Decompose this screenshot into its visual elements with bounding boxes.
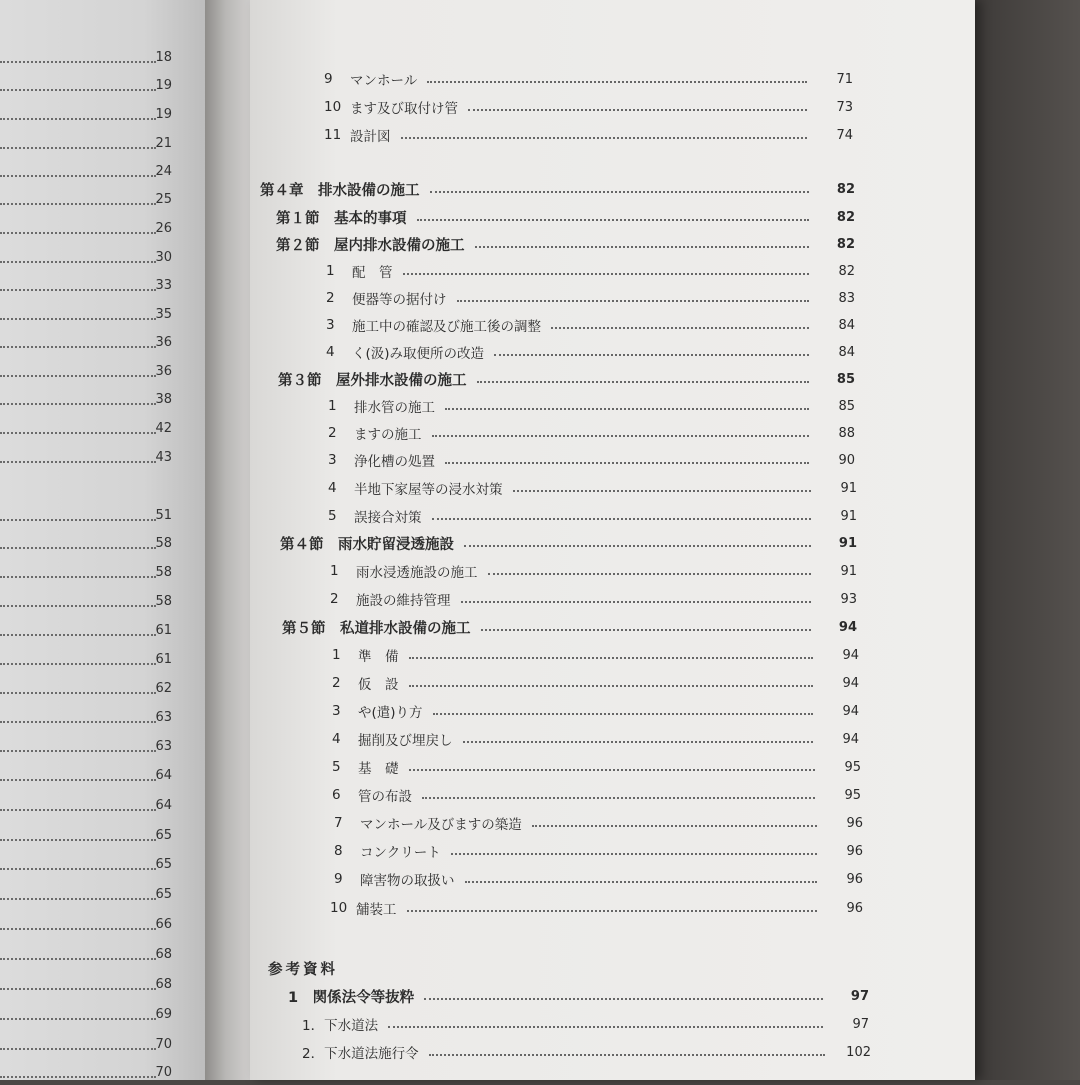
left-page-number: 64 <box>155 768 172 783</box>
left-page-number: 30 <box>155 250 172 265</box>
page-number: 102 <box>846 1044 871 1060</box>
chapter-heading <box>260 178 855 200</box>
item-title: 浄化槽の処置 <box>354 454 435 470</box>
leader-dots <box>432 518 812 520</box>
leader-dots <box>464 545 811 547</box>
item-number: 1 <box>332 647 341 663</box>
left-page-number: 38 <box>155 392 172 407</box>
leader-dots <box>432 435 810 437</box>
leader-dots <box>551 327 809 329</box>
left-page-number: 61 <box>155 652 172 667</box>
leader-dots <box>409 685 814 687</box>
item-title: 準 備 <box>358 649 399 665</box>
left-page-number: 26 <box>155 221 172 236</box>
left-toc-row <box>0 364 200 384</box>
section-heading <box>278 368 855 390</box>
left-toc-row <box>0 136 200 156</box>
left-toc-row <box>0 450 200 470</box>
page-number: 97 <box>850 988 869 1004</box>
left-toc-row <box>0 192 200 212</box>
page-number: 91 <box>838 535 857 551</box>
leader-dots <box>424 998 823 1000</box>
leader-dots <box>463 741 814 743</box>
toc-page <box>250 0 975 1080</box>
leader-dots <box>461 601 812 603</box>
leader-dots <box>494 354 809 356</box>
toc-item <box>332 728 859 750</box>
left-toc-row <box>0 221 200 241</box>
left-toc-row <box>0 739 200 759</box>
left-toc-row <box>0 710 200 730</box>
item-title: 施設の維持管理 <box>356 593 451 609</box>
item-number: 1 <box>330 563 339 579</box>
left-page-number: 58 <box>155 594 172 609</box>
leader-dots <box>401 137 808 139</box>
left-toc-row <box>0 977 200 997</box>
appendix-item-title: 1 関係法令等抜粋 <box>288 989 415 1006</box>
toc-item <box>330 560 857 582</box>
toc-item <box>324 124 853 146</box>
page-number: 90 <box>838 452 855 468</box>
appendix-item-title: 2．下水道法施行令 <box>302 1046 419 1062</box>
left-toc-row <box>0 652 200 672</box>
toc-item <box>328 449 855 471</box>
item-number: 4 <box>332 731 341 747</box>
leader-dots <box>388 1026 823 1028</box>
page-number: 73 <box>836 99 853 115</box>
item-number: 2 <box>332 675 341 691</box>
left-page-number: 19 <box>155 107 172 122</box>
toc-item <box>326 260 855 282</box>
left-toc-row <box>0 828 200 848</box>
section-heading <box>282 616 857 638</box>
leader-dots <box>445 462 809 464</box>
item-title: コンクリート <box>360 845 441 861</box>
page-number: 82 <box>836 209 855 225</box>
leader-dots <box>532 825 817 827</box>
item-number: 5 <box>332 759 341 775</box>
left-toc-row <box>0 78 200 98</box>
item-number: 1 <box>326 263 335 279</box>
left-toc-row <box>0 768 200 788</box>
item-number: 4 <box>328 480 337 496</box>
toc-item <box>332 784 861 806</box>
leader-dots <box>403 273 810 275</box>
item-title: マンホール <box>350 73 418 89</box>
left-toc-row <box>0 250 200 270</box>
left-toc-row <box>0 623 200 643</box>
item-number: 1 <box>328 398 337 414</box>
left-page-number: 65 <box>155 887 172 902</box>
appendix-heading <box>268 957 675 979</box>
desk-background <box>975 0 1080 1080</box>
item-title: や(遣)り方 <box>358 705 423 721</box>
left-toc-row <box>0 887 200 907</box>
left-page-number: 69 <box>155 1007 172 1022</box>
toc-item <box>328 422 855 444</box>
item-number: 3 <box>332 703 341 719</box>
page-number: 94 <box>842 647 859 663</box>
left-page-number: 33 <box>155 278 172 293</box>
toc-item <box>330 588 857 610</box>
toc-item <box>332 700 859 722</box>
leader-dots <box>407 910 818 912</box>
page-number: 82 <box>836 236 855 252</box>
left-page-number: 66 <box>155 917 172 932</box>
leader-dots <box>429 1054 825 1056</box>
item-number: 8 <box>334 843 343 859</box>
left-toc-row <box>0 1065 200 1085</box>
page-number: 88 <box>838 425 855 441</box>
left-page-number: 36 <box>155 335 172 350</box>
item-title: マンホール及びますの築造 <box>360 817 522 833</box>
leader-dots <box>417 219 810 221</box>
item-title: 設計図 <box>350 129 391 145</box>
item-title: 雨水浸透施設の施工 <box>356 565 478 581</box>
left-page-number: 65 <box>155 857 172 872</box>
leader-dots <box>477 381 810 383</box>
appendix-item-title: 1．下水道法 <box>302 1018 379 1034</box>
section-heading <box>280 532 857 554</box>
left-page-number: 62 <box>155 681 172 696</box>
item-number: 9 <box>324 71 333 87</box>
item-number: 3 <box>326 317 335 333</box>
toc-item <box>334 868 863 890</box>
item-title: ますの施工 <box>354 427 422 443</box>
page-number: 96 <box>846 900 863 916</box>
page-number: 74 <box>836 127 853 143</box>
item-number: 2 <box>326 290 335 306</box>
item-title: 配 管 <box>352 265 393 281</box>
item-number: 6 <box>332 787 341 803</box>
toc-item <box>330 897 863 919</box>
left-page-number: 63 <box>155 710 172 725</box>
left-toc-row <box>0 857 200 877</box>
leader-dots <box>427 81 807 83</box>
item-title: 排水管の施工 <box>354 400 435 416</box>
page-number: 71 <box>836 71 853 87</box>
item-title: く(汲)み取便所の改造 <box>352 346 485 362</box>
page-number: 84 <box>838 344 855 360</box>
section-title: 第２節 屋内排水設備の施工 <box>276 237 465 254</box>
left-page-number: 25 <box>155 192 172 207</box>
item-number: 10 <box>324 99 342 115</box>
toc-item <box>328 395 855 417</box>
left-toc-row <box>0 508 200 528</box>
toc-item <box>332 672 859 694</box>
item-number: 9 <box>334 871 343 887</box>
appendix-item <box>302 1013 869 1035</box>
item-title: 舗装工 <box>356 902 397 918</box>
item-title: 仮 設 <box>358 677 399 693</box>
appendix-item <box>302 1041 871 1063</box>
leader-dots <box>513 490 812 492</box>
toc-item <box>326 314 855 336</box>
leader-dots <box>481 629 812 631</box>
toc-item <box>334 812 863 834</box>
page-number: 93 <box>840 591 857 607</box>
left-toc-row <box>0 681 200 701</box>
page-number: 85 <box>838 398 855 414</box>
left-toc-row <box>0 798 200 818</box>
toc-item <box>324 68 853 90</box>
item-title: 半地下家屋等の浸水対策 <box>354 482 503 498</box>
toc-item <box>332 756 861 778</box>
left-page-number: 51 <box>155 508 172 523</box>
toc-item <box>332 644 859 666</box>
left-page <box>0 0 205 1080</box>
left-toc-row <box>0 278 200 298</box>
left-toc-row <box>0 947 200 967</box>
page-number: 91 <box>840 508 857 524</box>
section-title: 第４節 雨水貯留浸透施設 <box>280 536 454 553</box>
chapter-title: 第４章 排水設備の施工 <box>260 182 420 199</box>
left-toc-row <box>0 917 200 937</box>
page-number: 83 <box>838 290 855 306</box>
left-toc-row <box>0 335 200 355</box>
leader-dots <box>475 246 810 248</box>
toc-item <box>328 505 857 527</box>
left-page-number: 68 <box>155 977 172 992</box>
leader-dots <box>488 573 812 575</box>
section-title: 第１節 基本的事項 <box>276 210 407 227</box>
page-number: 82 <box>836 181 855 197</box>
page-number: 96 <box>846 815 863 831</box>
page-number: 82 <box>838 263 855 279</box>
item-title: 誤接合対策 <box>354 510 422 526</box>
item-title: 便器等の据付け <box>352 292 447 308</box>
left-page-number: 43 <box>155 450 172 465</box>
page-number: 96 <box>846 843 863 859</box>
leader-dots <box>445 408 809 410</box>
toc-item <box>326 341 855 363</box>
page-number: 91 <box>840 563 857 579</box>
page-number: 85 <box>836 371 855 387</box>
toc-item <box>328 477 857 499</box>
section-heading <box>276 233 855 255</box>
left-toc-row <box>0 164 200 184</box>
left-page-number: 19 <box>155 78 172 93</box>
leader-dots <box>409 769 816 771</box>
page-number: 95 <box>844 759 861 775</box>
left-toc-row <box>0 421 200 441</box>
item-number: 2 <box>330 591 339 607</box>
left-page-number: 70 <box>155 1037 172 1052</box>
left-page-number: 61 <box>155 623 172 638</box>
item-number: 4 <box>326 344 335 360</box>
left-toc-row <box>0 307 200 327</box>
page-number: 95 <box>844 787 861 803</box>
left-page-number: 24 <box>155 164 172 179</box>
leader-dots <box>430 191 810 193</box>
left-page-number: 35 <box>155 307 172 322</box>
left-toc-row <box>0 107 200 127</box>
toc-item <box>324 96 853 118</box>
page-number: 94 <box>842 703 859 719</box>
leader-dots <box>457 300 810 302</box>
left-page-number: 64 <box>155 798 172 813</box>
item-number: 5 <box>328 508 337 524</box>
page-number: 94 <box>842 675 859 691</box>
appendix-title: 参考資料 <box>268 961 338 978</box>
leader-dots <box>451 853 817 855</box>
page-number: 94 <box>842 731 859 747</box>
left-page-number: 58 <box>155 536 172 551</box>
item-title: ます及び取付け管 <box>350 101 458 117</box>
left-page-number: 68 <box>155 947 172 962</box>
item-title: 管の布設 <box>358 789 412 805</box>
section-title: 第３節 屋外排水設備の施工 <box>278 372 467 389</box>
leader-dots <box>465 881 818 883</box>
page-number: 96 <box>846 871 863 887</box>
page-number: 91 <box>840 480 857 496</box>
item-title: 基 礎 <box>358 761 399 777</box>
left-toc-row <box>0 594 200 614</box>
page-number: 94 <box>838 619 857 635</box>
left-toc-row <box>0 50 200 70</box>
item-number: 7 <box>334 815 343 831</box>
left-toc-row <box>0 536 200 556</box>
left-toc-row <box>0 1037 200 1057</box>
left-page-number: 42 <box>155 421 172 436</box>
leader-dots <box>433 713 813 715</box>
page-number: 97 <box>852 1016 869 1032</box>
toc-item <box>334 840 863 862</box>
item-title: 障害物の取扱い <box>360 873 455 889</box>
item-number: 11 <box>324 127 342 143</box>
leader-dots <box>468 109 807 111</box>
left-page-number: 36 <box>155 364 172 379</box>
leader-dots <box>422 797 815 799</box>
toc-item <box>326 287 855 309</box>
page-number: 84 <box>838 317 855 333</box>
left-page-number: 65 <box>155 828 172 843</box>
left-page-number: 63 <box>155 739 172 754</box>
section-heading <box>276 206 855 228</box>
left-toc-row <box>0 392 200 412</box>
item-number: 3 <box>328 452 337 468</box>
left-page-number: 58 <box>155 565 172 580</box>
appendix-item <box>288 985 869 1007</box>
section-title: 第５節 私道排水設備の施工 <box>282 620 471 637</box>
item-number: 10 <box>330 900 348 916</box>
item-title: 掘削及び埋戻し <box>358 733 453 749</box>
left-page-number: 70 <box>155 1065 172 1080</box>
left-page-number: 18 <box>155 50 172 65</box>
left-toc-row <box>0 565 200 585</box>
item-number: 2 <box>328 425 337 441</box>
leader-dots <box>409 657 814 659</box>
left-page-number: 21 <box>155 136 172 151</box>
item-title: 施工中の確認及び施工後の調整 <box>352 319 541 335</box>
left-toc-row <box>0 1007 200 1027</box>
